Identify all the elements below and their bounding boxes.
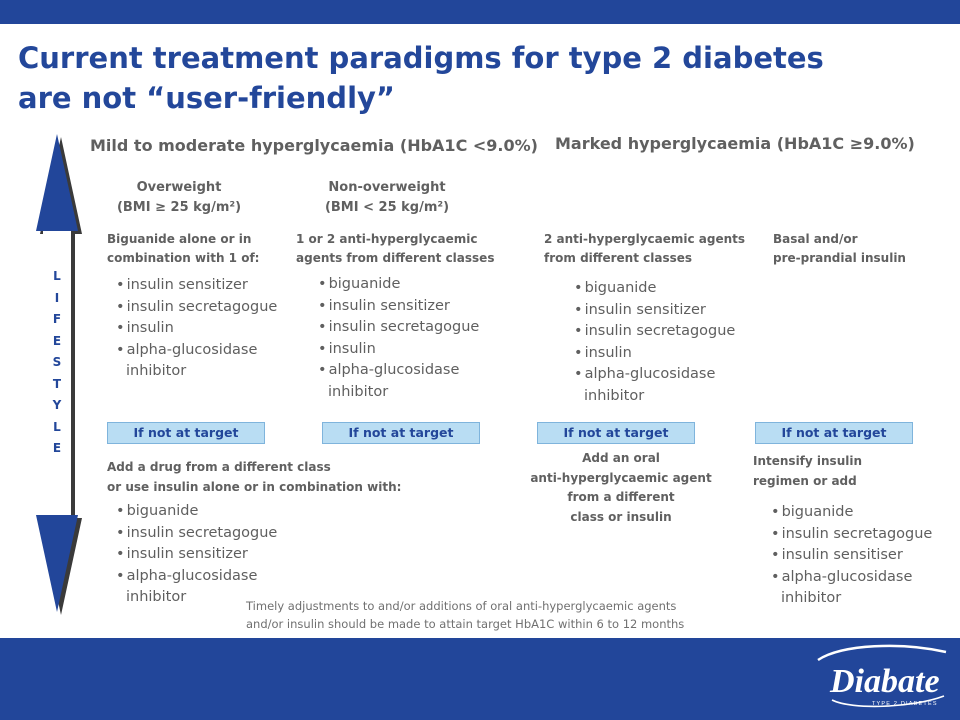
right-action-line: regimen or add xyxy=(753,473,857,488)
list-item: • alpha-glucosidase xyxy=(116,566,277,588)
nonoverweight-label: Non-overweight xyxy=(328,180,446,195)
column-3-header xyxy=(544,230,745,268)
lifestyle-letter: F xyxy=(52,312,62,326)
list-item-continuation: inhibitor xyxy=(781,590,842,606)
footnote xyxy=(246,597,684,633)
list-item: • insulin sensitiser xyxy=(771,545,932,567)
nonoverweight-header xyxy=(308,178,466,218)
slide-title xyxy=(18,38,938,118)
left-action-text xyxy=(107,458,401,497)
list-item: • alpha-glucosidase xyxy=(771,567,932,589)
column-1-options xyxy=(116,275,277,383)
lifestyle-letter: S xyxy=(52,355,62,369)
diabate-logo-icon xyxy=(812,642,952,714)
list-item: • insulin sensitizer xyxy=(116,544,277,566)
lifestyle-letter: T xyxy=(52,376,62,391)
if-not-at-target-button-1[interactable]: If not at target xyxy=(107,422,265,444)
column-4-header-line: Basal and/or xyxy=(773,232,858,246)
if-not-at-target-button-3[interactable]: If not at target xyxy=(537,422,695,444)
footnote-line: and/or insulin should be made to attain target HbA1C within 6 to 12 months xyxy=(246,617,685,631)
column-3-options xyxy=(574,278,735,407)
list-item: • insulin sensitizer xyxy=(574,300,735,322)
column-4-header-line: pre-prandial insulin xyxy=(773,251,906,265)
column-2-header-line: 1 or 2 anti-hyperglycaemic xyxy=(296,232,478,246)
lifestyle-letter: I xyxy=(54,290,60,305)
lifestyle-letter: L xyxy=(53,419,61,434)
list-item-continuation: inhibitor xyxy=(328,383,389,400)
list-item: • alpha-glucosidase xyxy=(318,360,479,382)
list-item: • insulin secretagogue xyxy=(116,523,277,545)
list-item: • insulin secretagogue xyxy=(771,524,932,546)
right-action-text xyxy=(753,452,862,491)
column-1-header-line: combination with 1 of: xyxy=(107,251,260,265)
column-1-header xyxy=(107,230,259,268)
if-not-at-target-button-2[interactable]: If not at target xyxy=(322,422,480,444)
left-action-options xyxy=(116,501,277,609)
footnote-line: Timely adjustments to and/or additions of oral anti-hyperglycaemic agents xyxy=(246,599,677,613)
right-action-options xyxy=(771,502,932,610)
list-item: • insulin secretagogue xyxy=(318,317,479,339)
list-item: • insulin secretagogue xyxy=(116,297,277,319)
marked-hyperglycaemia-header: Marked hyperglycaemia (HbA1C ≥9.0%) xyxy=(555,134,915,153)
left-action-line: Add a drug from a different class xyxy=(107,460,331,474)
column-2-options xyxy=(318,274,479,403)
list-item: • insulin sensitizer xyxy=(116,275,277,297)
middle-action-text xyxy=(515,449,727,527)
left-action-line: or use insulin alone or in combination with: xyxy=(107,479,402,494)
list-item: • biguanide xyxy=(318,274,479,296)
list-item-continuation: inhibitor xyxy=(126,363,187,379)
list-item: • biguanide xyxy=(116,501,277,523)
svg-text:Diabate: Diabate xyxy=(830,663,940,700)
middle-action-line: anti-hyperglycaemic agent xyxy=(530,470,712,485)
overweight-label: Overweight xyxy=(136,180,222,195)
column-4-header xyxy=(773,230,906,268)
title-line-2: are not “user-friendly” xyxy=(18,81,395,115)
list-item-continuation: inhibitor xyxy=(126,589,187,605)
column-3-header-line: from different classes xyxy=(544,251,693,265)
middle-action-line: from a different xyxy=(567,490,675,504)
list-item: • biguanide xyxy=(574,278,735,300)
lifestyle-letter: E xyxy=(52,441,62,455)
nonoverweight-bmi: (BMI < 25 kg/m²) xyxy=(324,200,450,215)
list-item: • insulin secretagogue xyxy=(574,321,735,343)
diabate-logo xyxy=(812,642,952,714)
mild-hyperglycaemia-header: Mild to moderate hyperglycaemia (HbA1C <9.0%) xyxy=(90,136,538,155)
column-3-header-line: 2 anti-hyperglycaemic agents xyxy=(544,232,746,246)
lifestyle-label xyxy=(49,266,65,460)
middle-action-line: Add an oral xyxy=(582,451,660,465)
list-item: • alpha-glucosidase xyxy=(116,340,277,362)
column-1-header-line: Biguanide alone or in xyxy=(107,232,252,246)
middle-action-line: class or insulin xyxy=(570,509,672,524)
list-item: • insulin xyxy=(574,343,735,365)
overweight-bmi: (BMI ≥ 25 kg/m²) xyxy=(116,200,242,215)
column-2-header xyxy=(296,230,494,268)
overweight-header xyxy=(100,178,258,218)
list-item: • insulin xyxy=(116,318,277,340)
svg-text:TYPE 2 DIABETES: TYPE 2 DIABETES xyxy=(872,701,938,707)
title-line-1: Current treatment paradigms for type 2 diabetes xyxy=(18,41,824,75)
list-item-continuation: inhibitor xyxy=(584,387,645,404)
list-item: • insulin xyxy=(318,339,479,361)
list-item: • alpha-glucosidase xyxy=(574,364,735,386)
lifestyle-letter: E xyxy=(52,333,62,348)
right-action-line: Intensify insulin xyxy=(753,454,863,468)
top-banner xyxy=(0,0,960,24)
list-item: • biguanide xyxy=(771,502,932,524)
list-item: • insulin sensitizer xyxy=(318,296,479,318)
lifestyle-letter: Y xyxy=(52,398,62,412)
column-2-header-line: agents from different classes xyxy=(296,251,495,265)
if-not-at-target-button-4[interactable]: If not at target xyxy=(755,422,913,444)
lifestyle-letter: L xyxy=(53,269,61,283)
